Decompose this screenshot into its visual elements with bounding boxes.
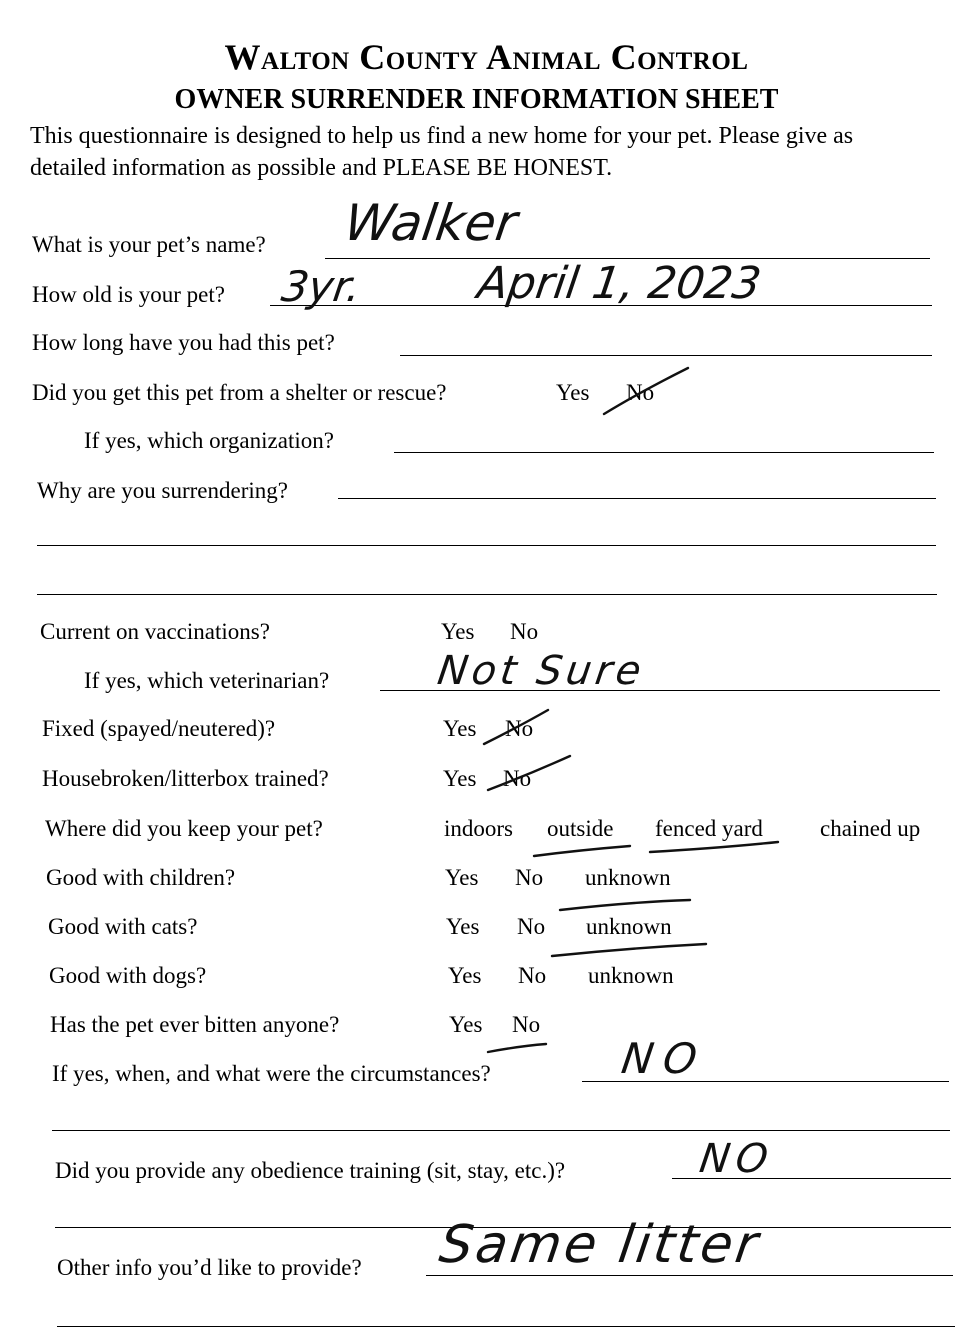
vaccinations-label: Current on vaccinations?: [40, 619, 270, 644]
underline-cats-unknown: [552, 944, 706, 956]
underline-children-unknown: [560, 900, 690, 910]
where-kept-fenced-yard[interactable]: fenced yard: [655, 816, 763, 841]
form-subtitle: OWNER SURRENDER INFORMATION SHEET: [174, 84, 779, 115]
why-surrender-line-2[interactable]: [37, 545, 936, 546]
other-info-label: Other info you’d like to provide?: [57, 1255, 362, 1280]
how-long-field[interactable]: [400, 355, 932, 356]
age-label: How old is your pet?: [32, 282, 225, 307]
other-info-field[interactable]: [426, 1275, 953, 1276]
good-dogs-no[interactable]: No: [518, 963, 547, 988]
pet-name-label: What is your pet’s name?: [32, 232, 266, 257]
fixed-label: Fixed (spayed/neutered)?: [42, 716, 276, 741]
why-surrender-label: Why are you surrendering?: [37, 478, 288, 503]
where-kept-chained-up[interactable]: chained up: [820, 816, 921, 841]
good-cats-label: Good with cats?: [48, 914, 198, 939]
housebroken-no[interactable]: No: [503, 766, 532, 791]
bite-circumstances-label: If yes, when, and what were the circumstances?: [52, 1061, 491, 1086]
bite-circumstances-line-2[interactable]: [52, 1130, 950, 1131]
good-children-no[interactable]: No: [515, 865, 544, 890]
vaccinations-no[interactable]: No: [510, 619, 539, 644]
where-kept-outside[interactable]: outside: [547, 816, 614, 841]
why-surrender-field[interactable]: [338, 498, 936, 499]
bitten-no[interactable]: No: [512, 1012, 541, 1037]
age-date-answer: April 1, 2023: [474, 258, 765, 309]
from-shelter-label: Did you get this pet from a shelter or rescue?: [32, 380, 447, 405]
underline-bitten-no: [488, 1044, 546, 1052]
bitten-yes[interactable]: Yes: [449, 1012, 483, 1037]
obedience-label: Did you provide any obedience training (sit, stay, etc.)?: [55, 1158, 566, 1183]
housebroken-yes[interactable]: Yes: [443, 766, 477, 791]
form-intro: This questionnaire is designed to help us find a new home for your pet. Please give as detailed information as possible and PLEASE BE HONEST.: [30, 123, 854, 181]
good-children-label: Good with children?: [46, 865, 236, 890]
bitten-label: Has the pet ever bitten anyone?: [50, 1012, 340, 1037]
other-info-answer: Same litter: [435, 1215, 765, 1275]
underline-fenced-yard: [650, 842, 778, 852]
good-dogs-yes[interactable]: Yes: [448, 963, 482, 988]
where-kept-indoors[interactable]: indoors: [444, 816, 513, 841]
other-info-line-2[interactable]: [57, 1326, 955, 1327]
good-cats-unknown[interactable]: unknown: [586, 914, 672, 939]
fixed-yes[interactable]: Yes: [443, 716, 477, 741]
where-kept-label: Where did you keep your pet?: [45, 816, 323, 841]
which-org-field[interactable]: [394, 452, 934, 453]
obedience-answer: NO: [696, 1136, 777, 1182]
from-shelter-yes[interactable]: Yes: [556, 380, 590, 405]
why-surrender-line-3[interactable]: [37, 594, 937, 595]
good-dogs-unknown[interactable]: unknown: [588, 963, 674, 988]
bite-circumstances-answer: NO: [618, 1034, 710, 1083]
how-long-label: How long have you had this pet?: [32, 330, 335, 355]
housebroken-label: Housebroken/litterbox trained?: [42, 766, 329, 791]
good-children-yes[interactable]: Yes: [445, 865, 479, 890]
from-shelter-no[interactable]: No: [626, 380, 655, 405]
good-children-unknown[interactable]: unknown: [585, 865, 671, 890]
good-cats-no[interactable]: No: [517, 914, 546, 939]
which-org-label: If yes, which organization?: [84, 428, 334, 453]
form-title: Walton County Animal Control: [224, 37, 749, 77]
age-answer: 3yr.: [278, 262, 364, 311]
good-cats-yes[interactable]: Yes: [446, 914, 480, 939]
pet-name-answer: Walker: [340, 194, 521, 252]
fixed-no[interactable]: No: [505, 716, 534, 741]
good-dogs-label: Good with dogs?: [49, 963, 207, 988]
which-vet-label: If yes, which veterinarian?: [84, 668, 330, 693]
which-vet-answer: Not Sure: [434, 648, 648, 694]
vaccinations-yes[interactable]: Yes: [441, 619, 475, 644]
underline-outside: [534, 846, 630, 856]
